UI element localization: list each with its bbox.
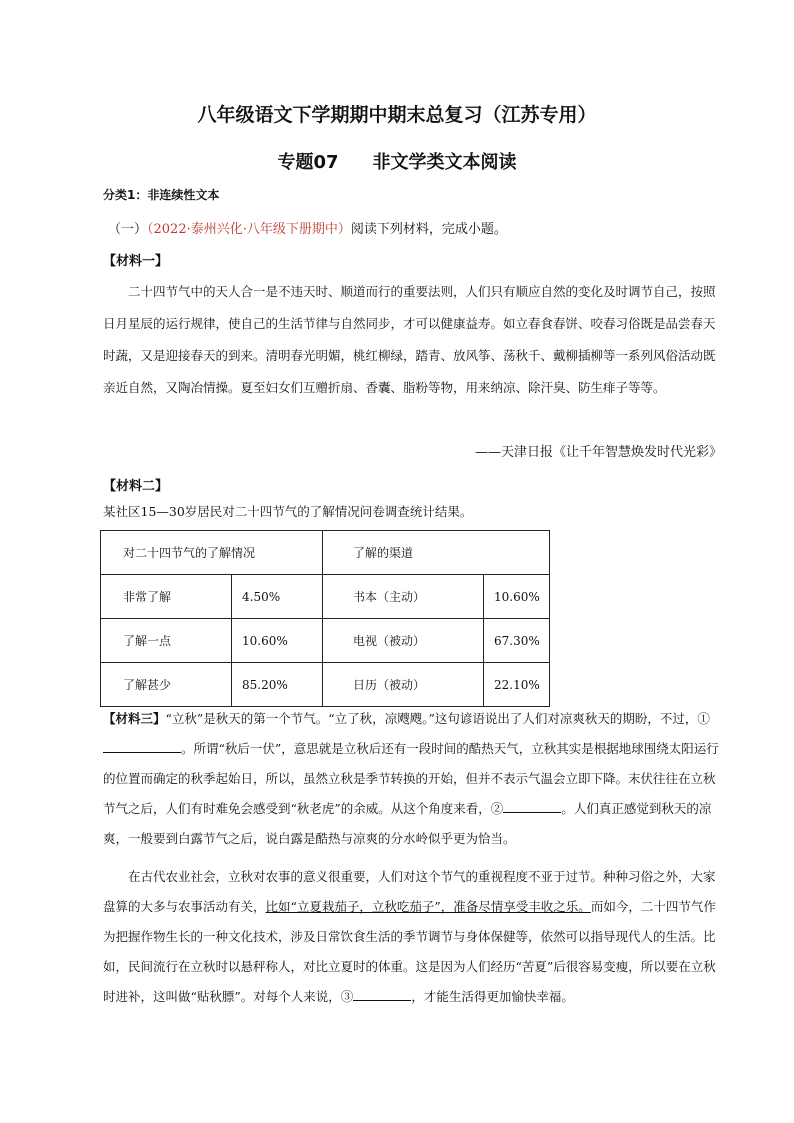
table-header-channel: 了解的渠道 [323, 531, 550, 575]
material2-heading: 【材料二】 [103, 479, 169, 494]
question-instruction: 阅读下列材料，完成小题。 [350, 222, 507, 237]
material3-paragraph-1: 【材料三】“立秋”是秋天的第一个节气。“立了秋，凉飕飕。”这句谚语说出了人们对凉爽秋天的期盼，不过，①。所谓“秋后一伏”，意思就是立秋后还有一段时间的酷热天气，立秋其实是根据地球围绕太阳运行的位置而确定的秋季起始日，所以，虽然立秋是季节转换的开始，但并不表示气温会立即下降。末伏往往在立秋节气之后，人们有时难免会感受到“秋老虎”的余威。从这个角度来看，② 。人们真正感觉到秋天的凉爽，一般要到白露节气之后，说白露是酷热与凉爽的分水岭似乎更为恰当。 [103, 711, 719, 846]
material1-heading: 【材料一】 [103, 254, 169, 269]
blank-3-number: ③ [340, 989, 354, 1004]
blank-1-number: ① [697, 711, 710, 726]
material1-attribution: ——天津日报《让千年智慧焕发时代光彩》 [474, 445, 722, 460]
material2-intro: 某社区15—30岁居民对二十四节气的了解情况问卷调查统计结果。 [103, 504, 473, 519]
table-header-understanding: 对二十四节气的了解情况 [101, 531, 323, 575]
material3-heading: 【材料三】 [103, 711, 166, 726]
table-header-row [101, 531, 550, 575]
blank-3 [353, 986, 411, 1001]
underlined-example: 比如“立夏栽茄子，立秋吃茄子”，准备尽情享受丰收之乐。 [265, 899, 591, 914]
question-prefix: （一） [108, 222, 148, 237]
topic-number: 专题07 [277, 152, 339, 173]
material1-text: 二十四节气中的天人合一是不违天时、顺道而行的重要法则，人们只有顺应自然的变化及时调节自己，按照日月星辰的运行规律，使自己的生活节律与自然同步，才可以健康益寿。如立春食春饼、咬春习俗既是品尝春天时蔬，又是迎接春天的到来。清明春光明媚，桃红柳绿，踏青、放风筝、荡秋千、戴柳插柳等一系列风俗活动既亲近自然，又陶冶情操。夏至妇女们互赠折扇、香囊、脂粉等物，用来纳凉、除汗臭、防生痱子等等。 [103, 284, 716, 395]
category-label: 分类1：非连续性文本 [103, 188, 220, 202]
question-intro [108, 218, 718, 237]
table-row: 了解一点 10.60% 电视（被动） 67.30% [101, 619, 550, 663]
table-row: 了解甚少 85.20% 日历（被动） 22.10% [101, 663, 550, 707]
blank-1 [103, 738, 181, 753]
survey-table [100, 530, 550, 707]
question-source: （2022·泰州兴化·八年级下册期中） [147, 222, 351, 237]
document-title: 八年级语文下学期期中期末总复习（江苏专用） [197, 104, 597, 126]
topic-name: 非文学类文本阅读 [372, 152, 517, 173]
material3-paragraph-2: 在古代农业社会，立秋对农事的意义很重要，人们对这个节气的重视程度不亚于过节。种种习俗之外，大家盘算的大多与农事活动有关，比如“立夏栽茄子，立秋吃茄子”，准备尽情享受丰收之乐。而如今，二十四节气作为把握作物生长的一种文化技术，涉及日常饮食生活的季节调节与身体保健等，依然可以指导现代人的生活。比如，民间流行在立秋时以悬秤称人，对比立夏时的体重。这是因为人们经历“苦夏”后很容易变瘦，所以要在立秋时进补，这叫做“贴秋膘”。对每个人来说，③ ，才能生活得更加愉快幸福。 [103, 869, 716, 1004]
blank-2 [503, 798, 561, 813]
topic-title [0, 148, 794, 174]
table-row: 非常了解 4.50% 书本（主动） 10.60% [101, 575, 550, 619]
blank-2-number: ② [490, 801, 504, 816]
